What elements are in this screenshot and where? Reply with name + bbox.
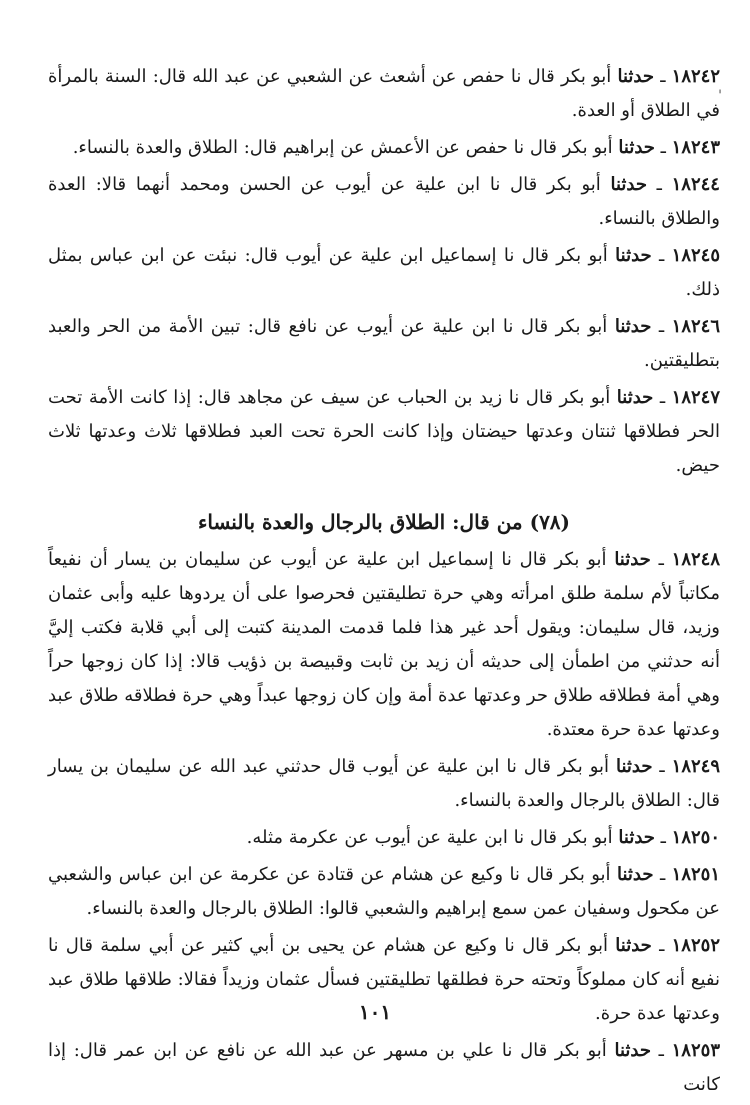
hadith-opener: حدثنا bbox=[615, 935, 652, 956]
hadith-number: ١٨٢٥١ bbox=[671, 864, 720, 885]
hadith-entry-18249: ١٨٢٤٩ ـ حدثنا أبو بكر قال نا ابن علية عن أيوب قال حدثني عبد الله عن سليمان بن يسار قال: الطلاق بالرجال والعدة بالنساء. bbox=[48, 756, 720, 811]
hadith-opener: حدثنا bbox=[615, 245, 652, 266]
hadith-entry-18248: ١٨٢٤٨ ـ حدثنا أبو بكر قال نا إسماعيل ابن علية عن أيوب عن سليمان بن يسار أن نفيعاً مكاتباً لأم سلمة طلق امرأته وهي حرة تطليقتين فحرصوا على أن يردوها عليه وأبى عثمان وزيد، قال سليمان: ويقول أحد غير هذا فلما قدمت المدينة كتبت إلى أبي قلابة فكتب إليَّ أنه حدثني من اطمأن إلى حديثه أن زيد بن ثابت وقبيصة بن ذؤيب قالا: إذا كان زوجها حراً وهي أمة فطلاقه طلاق حر وعدتها عدة أمة وإن كان زوجها عبداً وهي حرة فطلاقه طلاق عبد وعدتها عدة حرة معتدة. bbox=[48, 549, 720, 740]
hadith-entry-18252: ١٨٢٥٢ ـ حدثنا أبو بكر قال نا وكيع عن هشام عن يحيى بن أبي كثير عن أبي سلمة قال نا نفيع أنه كان مملوكاً وتحته حرة فطلقها تطليقتين فسأل عثمان وزيداً فقالا: طلاقها طلاق عبد وعدتها عدة حرة. bbox=[48, 935, 720, 1024]
hadith-number: ١٨٢٥٢ bbox=[671, 935, 720, 956]
section-heading: (٧٨) من قال: الطلاق بالرجال والعدة بالنساء bbox=[197, 510, 571, 534]
hadith-number: ١٨٢٤٨ bbox=[671, 549, 720, 570]
hadith-number: ١٨٢٤٩ bbox=[671, 756, 720, 777]
hadith-number: ١٨٢٤٣ bbox=[671, 137, 720, 158]
hadith-entry-18245: ١٨٢٤٥ ـ حدثنا أبو بكر قال نا إسماعيل ابن علية عن أيوب قال: نبئت عن ابن عباس بمثل ذلك. bbox=[48, 245, 720, 300]
hadith-entry-18250: ١٨٢٥٠ ـ حدثنا أبو بكر قال نا ابن علية عن أيوب عن عكرمة مثله. bbox=[246, 827, 720, 848]
hadith-text: أبو بكر قال نا ابن علية عن أيوب عن الحسن ومحمد أنهما قالا: العدة والطلاق بالنساء. bbox=[48, 174, 720, 229]
page-number: ١٠١ bbox=[358, 1000, 392, 1024]
hadith-text: أبو بكر قال نا إسماعيل ابن علية عن أيوب عن سليمان بن يسار أن نفيعاً مكاتباً لأم سلمة طلق امرأته وهي حرة تطليقتين فحرصوا على أن يردوها عليه وأبى عثمان وزيد، قال سليمان: ويقول أحد غير هذا فلما قدمت المدينة كتبت إلى أبي قلابة فكتب إليَّ أنه حدثني من اطمأن إلى حديثه أن زيد بن ثابت وقبيصة بن ذؤيب قالا: إذا كان زوجها حراً وهي أمة فطلاقه طلاق حر وعدتها عدة أمة وإن كان زوجها عبداً وهي حرة فطلاقه طلاق عبد وعدتها عدة حرة معتدة. bbox=[48, 549, 720, 740]
hadith-number: ١٨٢٤٧ bbox=[671, 387, 720, 408]
hadith-number: ١٨٢٥٣ bbox=[671, 1040, 720, 1061]
hadith-number: ١٨٢٤٢ bbox=[671, 66, 720, 87]
hadith-entry-18244: ١٨٢٤٤ ـ حدثنا أبو بكر قال نا ابن علية عن أيوب عن الحسن ومحمد أنهما قالا: العدة والطلاق بالنساء. bbox=[48, 174, 720, 229]
hadith-entry-18243: ١٨٢٤٣ ـ حدثنا أبو بكر قال نا حفص عن الأعمش عن إبراهيم قال: الطلاق والعدة بالنساء. bbox=[72, 137, 720, 158]
page-body bbox=[48, 60, 720, 1105]
hadith-opener: حدثنا bbox=[614, 1040, 651, 1061]
hadith-text: أبو بكر قال نا وكيع عن هشام عن يحيى بن أبي كثير عن أبي سلمة قال نا نفيع أنه كان مملوكاً وتحته حرة فطلقها تطليقتين فسأل عثمان وزيداً فقالا: طلاقها طلاق عبد وعدتها عدة حرة. bbox=[48, 935, 720, 1024]
hadith-opener: حدثنا bbox=[618, 827, 655, 848]
hadith-text: أبو بكر قال نا ابن علية عن أيوب قال حدثني عبد الله عن سليمان بن يسار قال: الطلاق بالرجال والعدة بالنساء. bbox=[48, 756, 720, 811]
hadith-opener: حدثنا bbox=[618, 137, 655, 158]
hadith-number: ١٨٢٤٤ bbox=[671, 174, 720, 195]
hadith-text: أبو بكر قال نا حفص عن أشعث عن الشعبي عن عبد الله قال: السنة بالمرأة في الطلاق أو العدة. bbox=[48, 66, 720, 121]
hadith-opener: حدثنا bbox=[616, 387, 654, 408]
hadith-text: أبو بكر قال نا زيد بن الحباب عن سيف عن مجاهد قال: إذا كانت الأمة تحت الحر فطلاقها ثنتان وعدتها حيضتان وإذا كانت الحرة تحت العبد فطلاقها ثلاث وعدتها ثلاث حيض. bbox=[48, 387, 720, 476]
hadith-entry-18253: ١٨٢٥٣ ـ حدثنا أبو بكر قال نا علي بن مسهر عن عبد الله عن نافع عن ابن عمر قال: إذا كانت bbox=[48, 1040, 720, 1095]
hadith-entry-18242: ١٨٢٤٢ ـ حدثنا أبو بكر قال نا حفص عن أشعث عن الشعبي عن عبد الله قال: السنة بالمرأة في الطلاق أو العدة. bbox=[48, 66, 720, 121]
hadith-opener: حدثنا bbox=[614, 316, 652, 337]
hadith-text: أبو بكر قال نا إسماعيل ابن علية عن أيوب قال: نبئت عن ابن عباس بمثل ذلك. bbox=[48, 245, 720, 300]
hadith-opener: حدثنا bbox=[617, 66, 655, 87]
hadith-entry-18247: ١٨٢٤٧ ـ حدثنا أبو بكر قال نا زيد بن الحباب عن سيف عن مجاهد قال: إذا كانت الأمة تحت الحر فطلاقها ثنتان وعدتها حيضتان وإذا كانت الحرة تحت العبد فطلاقها ثلاث وعدتها ثلاث حيض. bbox=[48, 387, 720, 476]
hadith-number: ١٨٢٥٠ bbox=[671, 827, 720, 848]
hadith-entry-18246: ١٨٢٤٦ ـ حدثنا أبو بكر قال نا ابن علية عن أيوب عن نافع قال: تبين الأمة من الحر والعبد بتطليقتين. bbox=[48, 316, 720, 371]
hadith-text: أبو بكر قال نا علي بن مسهر عن عبد الله عن نافع عن ابن عمر قال: إذا كانت bbox=[48, 1040, 720, 1095]
hadith-text: أبو بكر قال نا ابن علية عن أيوب عن نافع قال: تبين الأمة من الحر والعبد بتطليقتين. bbox=[48, 316, 720, 371]
hadith-text: أبو بكر قال نا حفص عن الأعمش عن إبراهيم قال: الطلاق والعدة بالنساء. bbox=[72, 137, 613, 158]
hadith-opener: حدثنا bbox=[614, 549, 651, 570]
hadith-opener: حدثنا bbox=[617, 864, 654, 885]
margin-mark: ' bbox=[718, 88, 722, 104]
hadith-text: أبو بكر قال نا ابن علية عن أيوب عن عكرمة مثله. bbox=[246, 827, 613, 848]
hadith-text: أبو بكر قال نا وكيع عن هشام عن قتادة عن عكرمة عن ابن عباس والشعبي عن مكحول وسفيان عمن سمع إبراهيم والشعبي قالوا: الطلاق بالرجال والعدة بالنساء. bbox=[48, 864, 720, 919]
hadith-number: ١٨٢٤٥ bbox=[671, 245, 720, 266]
hadith-entry-18251: ١٨٢٥١ ـ حدثنا أبو بكر قال نا وكيع عن هشام عن قتادة عن عكرمة عن ابن عباس والشعبي عن مكحول وسفيان عمن سمع إبراهيم والشعبي قالوا: الطلاق بالرجال والعدة بالنساء. bbox=[48, 864, 720, 919]
hadith-opener: حدثنا bbox=[615, 756, 653, 777]
hadith-number: ١٨٢٤٦ bbox=[671, 316, 720, 337]
hadith-opener: حدثنا bbox=[610, 174, 647, 195]
